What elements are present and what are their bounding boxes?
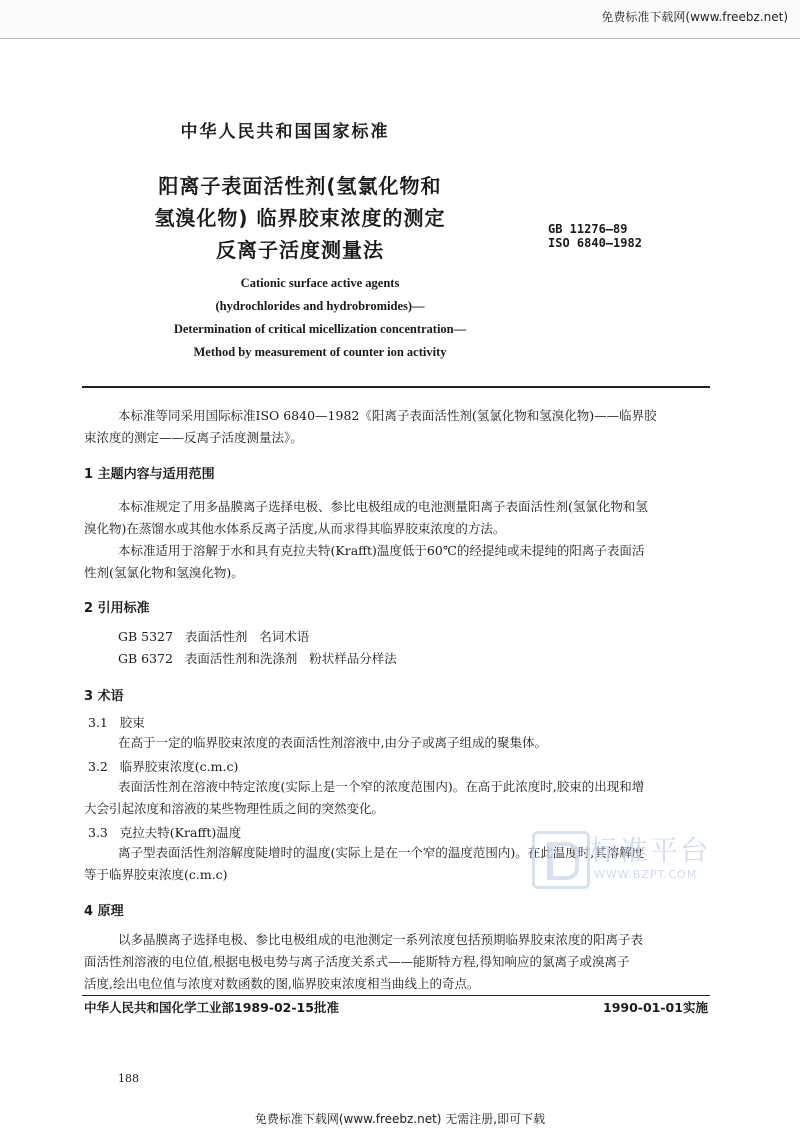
approval-text: 中华人民共和国化学工业部1989-02-15批准 [84, 1000, 339, 1015]
national-standard-label: 中华人民共和国国家标准 [180, 122, 390, 142]
footer-download-text: 免费标准下载网(www.freebz.net) 无需注册,即可下载 [254, 1112, 546, 1126]
title-cn-line-1: 阳离子表面活性剂(氢氯化物和 [158, 174, 442, 198]
term-3-2-line-2: 大会引起浓度和溶液的某些物理性质之间的突然变化。 [84, 801, 385, 816]
title-en-line-1: Cationic surface active agents [240, 276, 400, 290]
watermark-url: WWW.BZPT.COM [594, 868, 698, 881]
title-cn-line-2: 氢溴化物) 临界胶束浓度的测定 [154, 206, 446, 230]
implementation-date: 1990-01-01实施 [603, 1000, 708, 1015]
term-3-3-line-1: 离子型表面活性剂溶解度陡增时的温度(实际上是在一个窄的温度范围内)。在此温度时,其溶解度 [118, 845, 645, 860]
section-1-line-4: 性剂(氢氯化物和氢溴化物)。 [84, 565, 244, 580]
section-1-line-1: 本标准规定了用多晶膜离子选择电极、参比电极组成的电池测量阳离子表面活性剂(氢氯化物和氢 [118, 499, 648, 514]
term-3-3-line-2: 等于临界胶束浓度(c.m.c) [84, 867, 228, 882]
term-3-2-line-1: 表面活性剂在溶液中特定浓度(实际上是一个窄的浓度范围内)。在高于此浓度时,胶束的出现和增 [118, 779, 645, 794]
top-banner-text: 免费标准下载网(www.freebz.net) [601, 10, 788, 24]
reference-gb5327: GB 5327 表面活性剂 名词术语 [118, 629, 310, 644]
gb-code: GB 11276—89 [548, 222, 628, 236]
title-cn-line-3: 反离子活度测量法 [216, 238, 384, 262]
term-3-1-title: 3.1 胶束 [88, 715, 145, 730]
section-4-line-1: 以多晶膜离子选择电极、参比电极组成的电池测定一系列浓度包括预期临界胶束浓度的阳离子表 [118, 932, 644, 947]
watermark-brand: 标准平台 [590, 834, 711, 867]
iso-code: ISO 6840—1982 [548, 236, 642, 250]
section-4-heading: 4 原理 [84, 904, 124, 919]
section-1-line-2: 溴化物)在蒸馏水或其他水体系反离子活度,从而求得其临界胶束浓度的方法。 [84, 521, 506, 536]
title-en-line-3: Determination of critical micellization concentration— [173, 322, 467, 336]
page-number: 188 [118, 1072, 139, 1085]
reference-gb6372: GB 6372 表面活性剂和洗涤剂 粉状样品分样法 [118, 651, 397, 666]
section-1-heading: 1 主题内容与适用范围 [84, 467, 215, 482]
term-3-3-title: 3.3 克拉夫特(Krafft)温度 [88, 825, 242, 840]
section-4-line-3: 活度,绘出电位值与浓度对数函数的图,临界胶束浓度相当曲线上的奇点。 [84, 976, 480, 991]
watermark-logo-icon [532, 831, 590, 889]
intro-line-2: 束浓度的测定——反离子活度测量法》。 [84, 430, 303, 445]
top-banner-bar [0, 0, 800, 39]
footer-rule [82, 995, 710, 996]
section-4-line-2: 面活性剂溶液的电位值,根据电极电势与离子活度关系式——能斯特方程,得知响应的氯离子或溴离子 [84, 954, 630, 969]
title-en-line-4: Method by measurement of counter ion activity [193, 345, 447, 359]
section-2-heading: 2 引用标准 [84, 601, 150, 616]
intro-line-1: 本标准等同采用国际标准ISO 6840—1982《阳离子表面活性剂(氢氯化物和氢溴化物)——临界胶 [118, 408, 657, 423]
term-3-2-title: 3.2 临界胶束浓度(c.m.c) [88, 759, 239, 774]
header-rule [82, 386, 710, 388]
title-en-line-2: (hydrochlorides and hydrobromides)— [215, 299, 425, 313]
section-1-line-3: 本标准适用于溶解于水和具有克拉夫特(Krafft)温度低于60℃的经提纯或未提纯的阳离子表面活 [118, 543, 645, 558]
section-3-heading: 3 术语 [84, 689, 124, 704]
term-3-1-line-1: 在高于一定的临界胶束浓度的表面活性剂溶液中,由分子或离子组成的聚集体。 [118, 735, 547, 750]
